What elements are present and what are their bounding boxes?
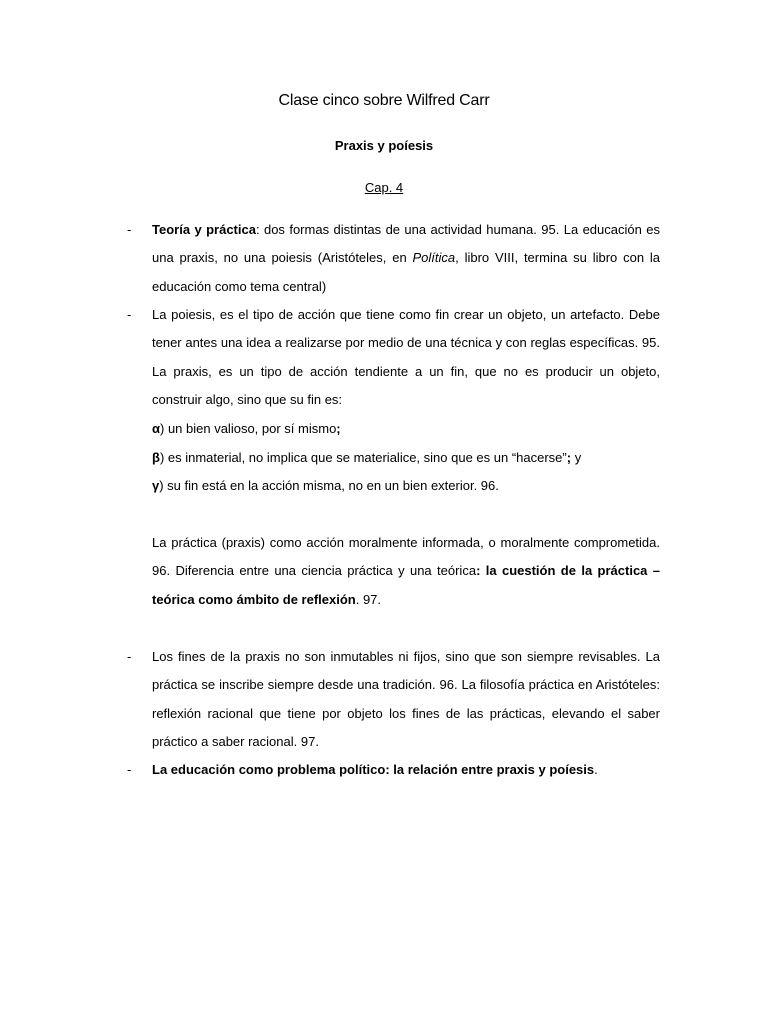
- chapter-heading: Cap. 4: [364, 180, 404, 195]
- list-item-ends-of-praxis: Los fines de la praxis no son inmutables ni fijos, sino que son siempre revisables. La práctica se inscribe siempre desde una tradición. 96. La filosofía práctica en Aristóteles: reflexión racional que tiene por objeto los fines de las prácticas, elevando el saber práctico a saber racional. 97.: [152, 649, 660, 750]
- gamma-line: γ) su fin está en la acción misma, no en un bien exterior. 96.: [152, 478, 499, 493]
- bold-phrase: : la cuestión de la práctica – teórica como ámbito de reflexión: [152, 563, 660, 607]
- bullet-dash: -: [127, 222, 132, 237]
- paragraph-practice: La práctica (praxis) como acción moralmente informada, o moralmente comprometida. 96. Diferencia entre una ciencia práctica y una teórica: la cuestión de la práctica – teórica como ámbito de reflexión. 97.: [152, 535, 660, 607]
- list-item-poiesis: La poiesis, es el tipo de acción que tiene como fin crear un objeto, un artefacto. Debe tener antes una idea a realizarse por medio de una técnica y con reglas específicas. 95. La praxis, es un tipo de acción tendiente a un fin, que no es producir un objeto, construir algo, sino que su fin es:: [152, 307, 660, 408]
- bullet-dash: -: [127, 762, 132, 777]
- list-item-education-politics: La educación como problema político: la relación entre praxis y poíesis.: [152, 762, 598, 777]
- list-item-theory-practice: Teoría y práctica: dos formas distintas de una actividad humana. 95. La educación es una praxis, no una poiesis (Aristóteles, en Política, libro VIII, termina su libro con la educación como tema central): [152, 222, 660, 294]
- beta-line: β) es inmaterial, no implica que se materialice, sino que es un “hacerse”; y: [152, 450, 582, 465]
- bold-lead: Teoría y práctica: [152, 222, 256, 237]
- alpha-line: α) un bien valioso, por sí mismo;: [152, 421, 341, 436]
- document-subtitle: Praxis y poíesis: [334, 138, 434, 153]
- book-title: Política: [412, 250, 456, 266]
- bullet-dash: -: [127, 649, 132, 664]
- document-title: Clase cinco sobre Wilfred Carr: [278, 92, 490, 109]
- bullet-dash: -: [127, 307, 132, 322]
